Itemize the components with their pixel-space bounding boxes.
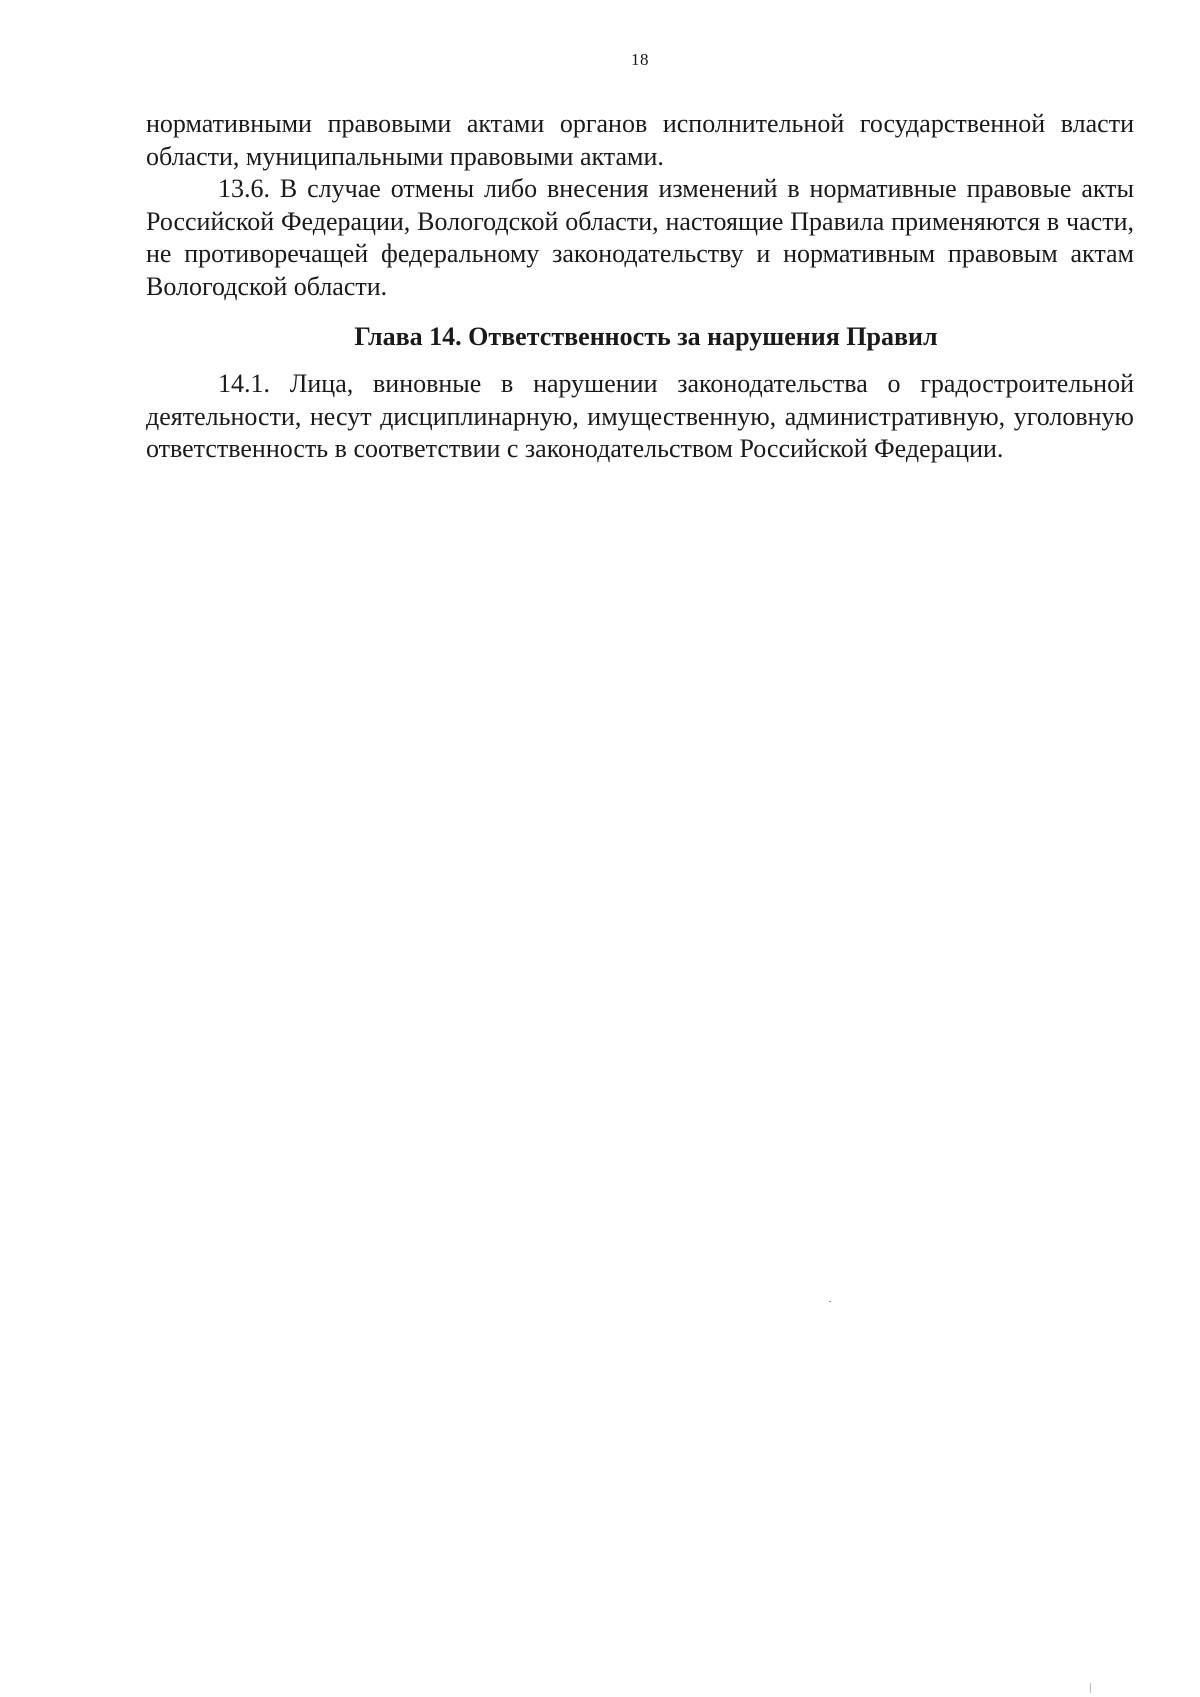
chapter-heading: Глава 14. Ответственность за нарушения Правил: [354, 322, 938, 351]
scan-speck: [829, 1301, 831, 1302]
page-body: [146, 108, 1134, 466]
paragraph-13-6: 13.6. В случае отмены либо внесения изменений в нормативные правовые акты Российской Федерации, Вологодской области, настоящие Правила применяются в части, не противоречащей федеральному законодательству и нормативным правовым актам Вологодской области.: [146, 174, 1134, 301]
page-number: 18: [631, 50, 649, 69]
paragraph-14-1: 14.1. Лица, виновные в нарушении законодательства о градостроительной деятельности, несут дисциплинарную, имущественную, административную, уголовную ответственность в соответствии с законодательством Российской Федерации.: [146, 369, 1134, 463]
paragraph-continuation: нормативными правовыми актами органов исполнительной государственной власти области, муниципальными правовыми актами.: [146, 109, 1134, 171]
scan-edge-mark: [1090, 1683, 1091, 1693]
